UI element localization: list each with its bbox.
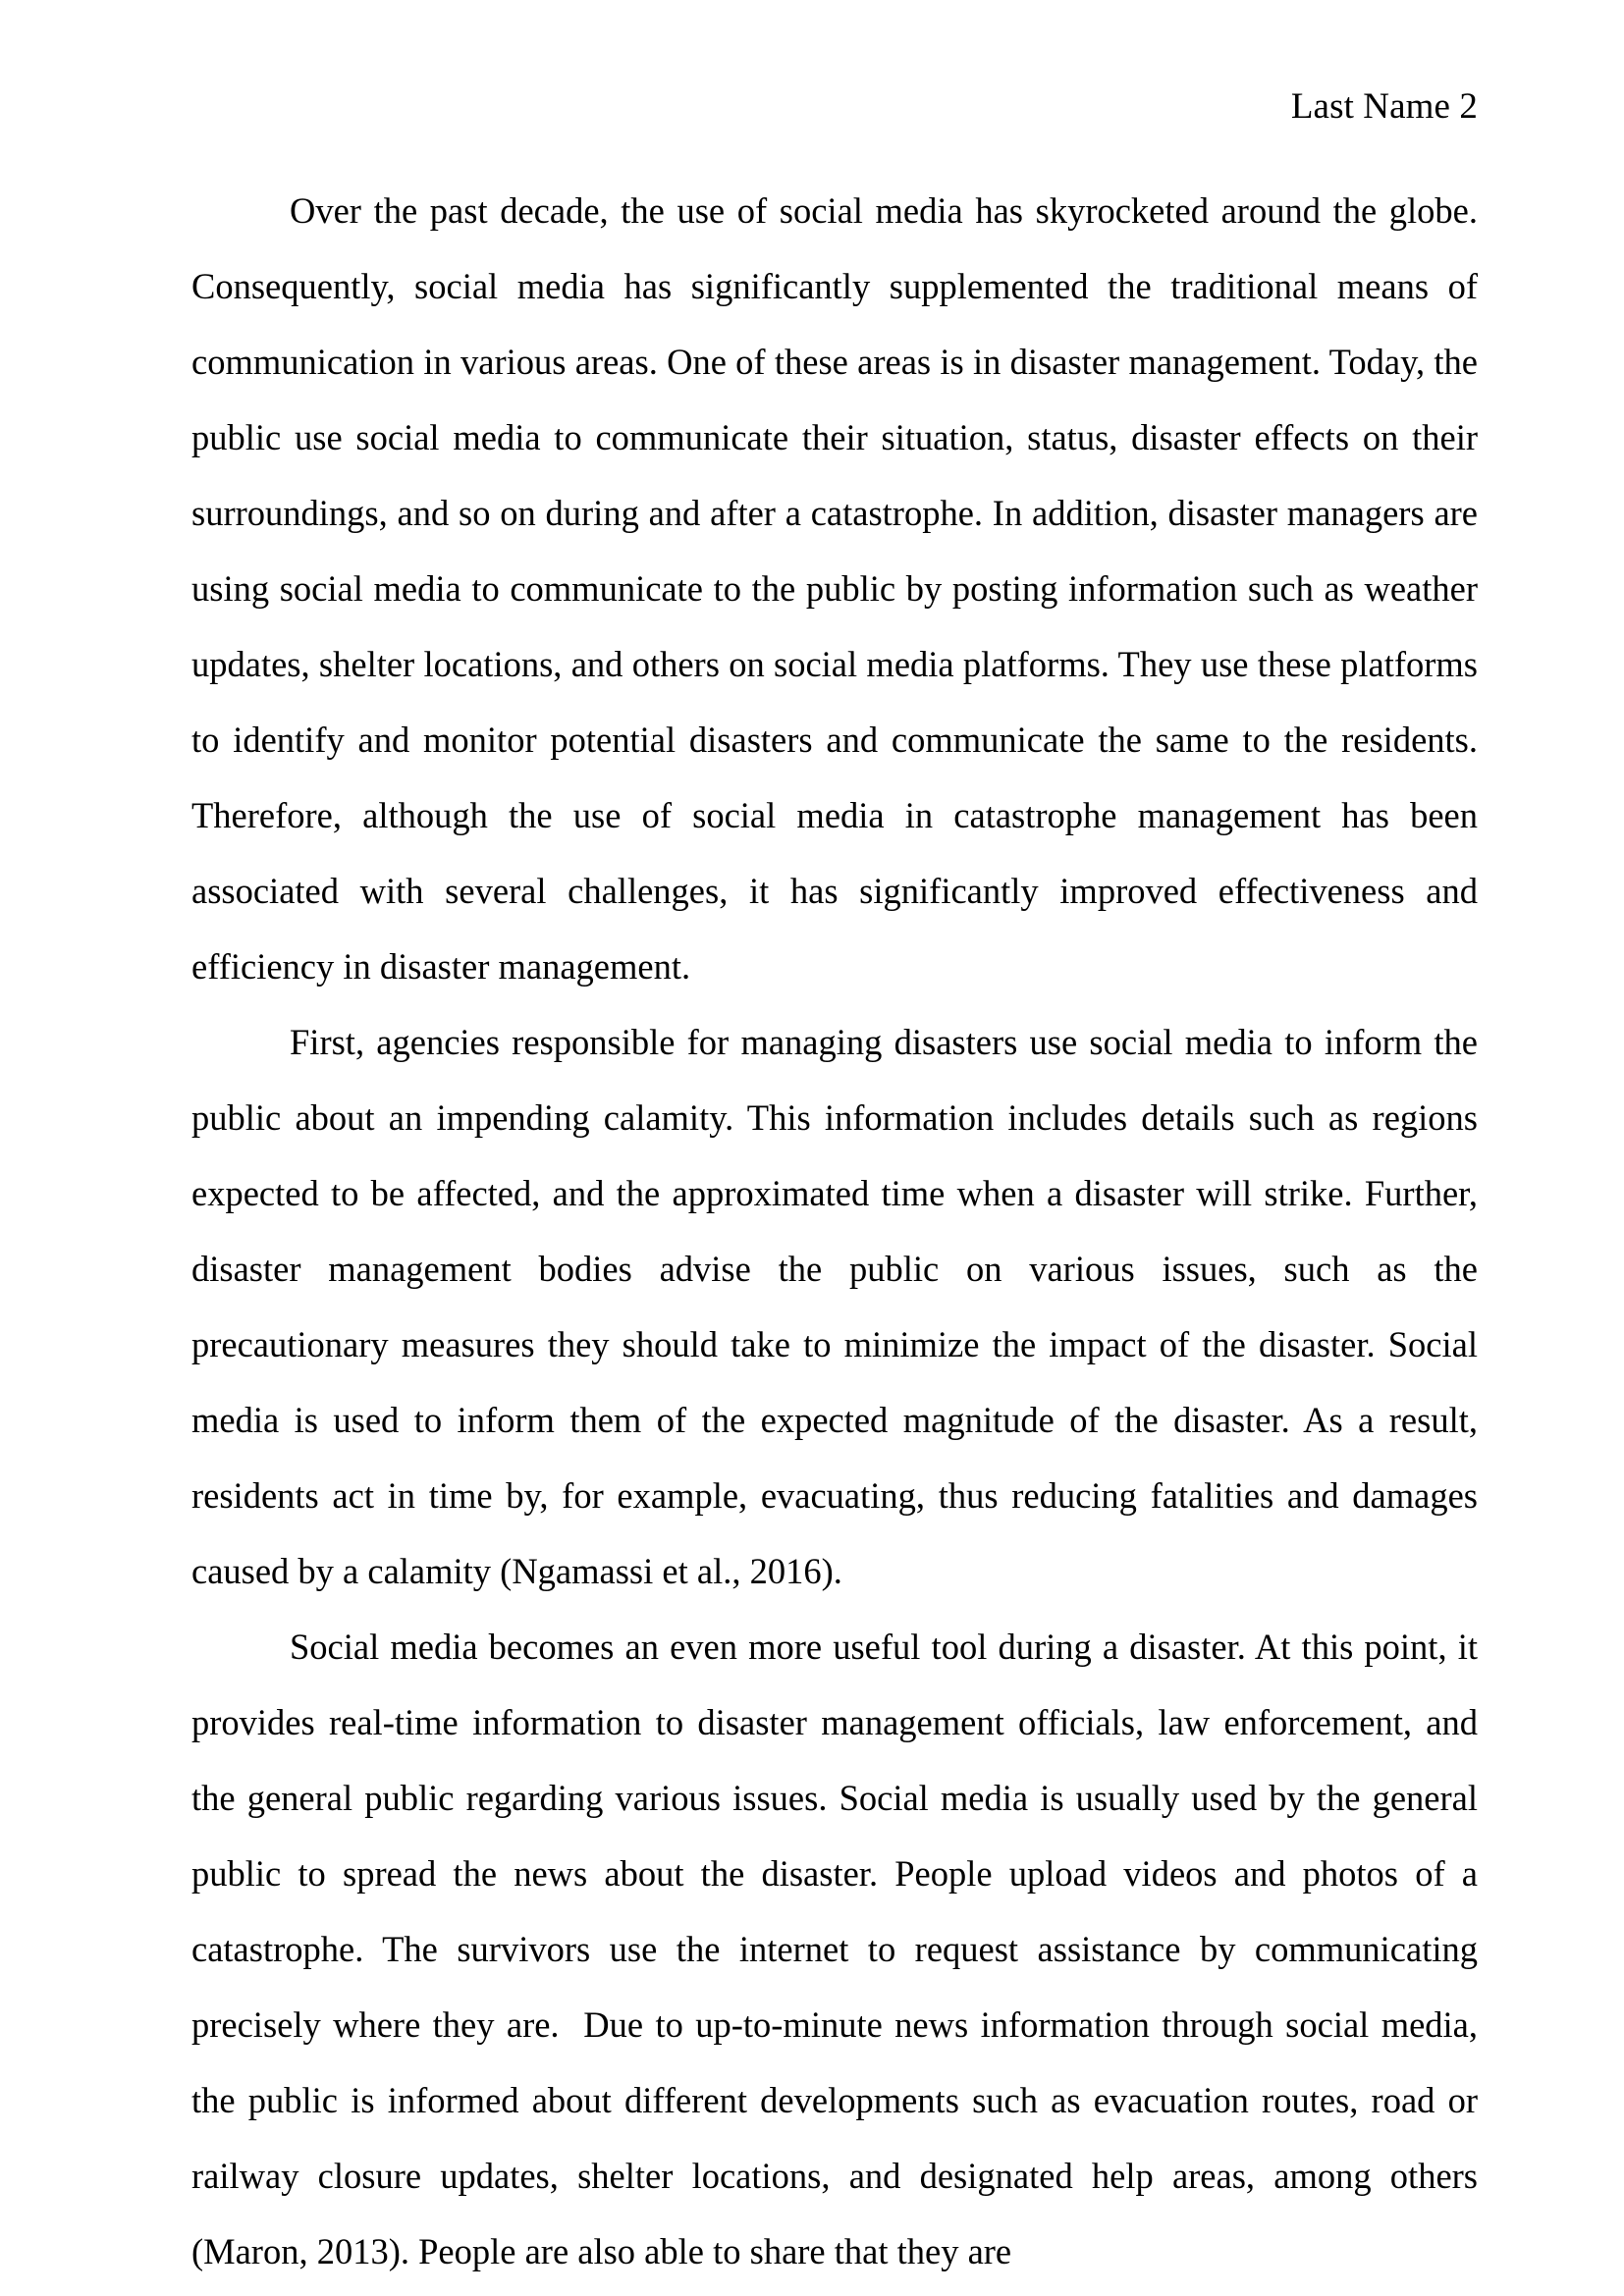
running-header: Last Name 2 — [1290, 86, 1478, 127]
document-body — [191, 173, 1488, 2289]
body-paragraph: First, agencies responsible for managing disasters use social media to inform the public about an impending calamity. This information includes details such as regions expected to be affected, and the approximated time when a disaster will strike. Further, disaster management bodies advise the public on various issues, such as the precautionary measures they should take to minimize the impact of the disaster. Social media is used to inform them of the expected magnitude of the disaster. As a result, residents act in time by, for example, evacuating, thus reducing fatalities and damages caused by a calamity (Ngamassi et al., 2016). — [191, 1022, 1488, 1591]
body-paragraph: Social media becomes an even more useful tool during a disaster. At this point, it provides real-time information to disaster management officials, law enforcement, and the general public regarding various issues. Social media is usually used by the general public to spread the news about the disaster. People upload videos and photos of a catastrophe. The survivors use the internet to request assistance by communicating precisely where they are. Due to up-to-minute news information through social media, the public is informed about different developments such as evacuation routes, road or railway closure updates, shelter locations, and designated help areas, among others (Maron, 2013). People are also able to share that they are — [191, 1627, 1488, 2271]
body-paragraph: Over the past decade, the use of social media has skyrocketed around the globe. Consequently, social media has significantly supplemented the traditional means of communication in various areas. One of these areas is in disaster management. Today, the public use social media to communicate their situation, status, disaster effects on their surroundings, and so on during and after a catastrophe. In addition, disaster managers are using social media to communicate to the public by posting information such as weather updates, shelter locations, and others on social media platforms. They use these platforms to identify and monitor potential disasters and communicate the same to the residents. Therefore, although the use of social media in catastrophe management has been associated with several challenges, it has significantly improved effectiveness and efficiency in disaster management. — [191, 190, 1488, 987]
